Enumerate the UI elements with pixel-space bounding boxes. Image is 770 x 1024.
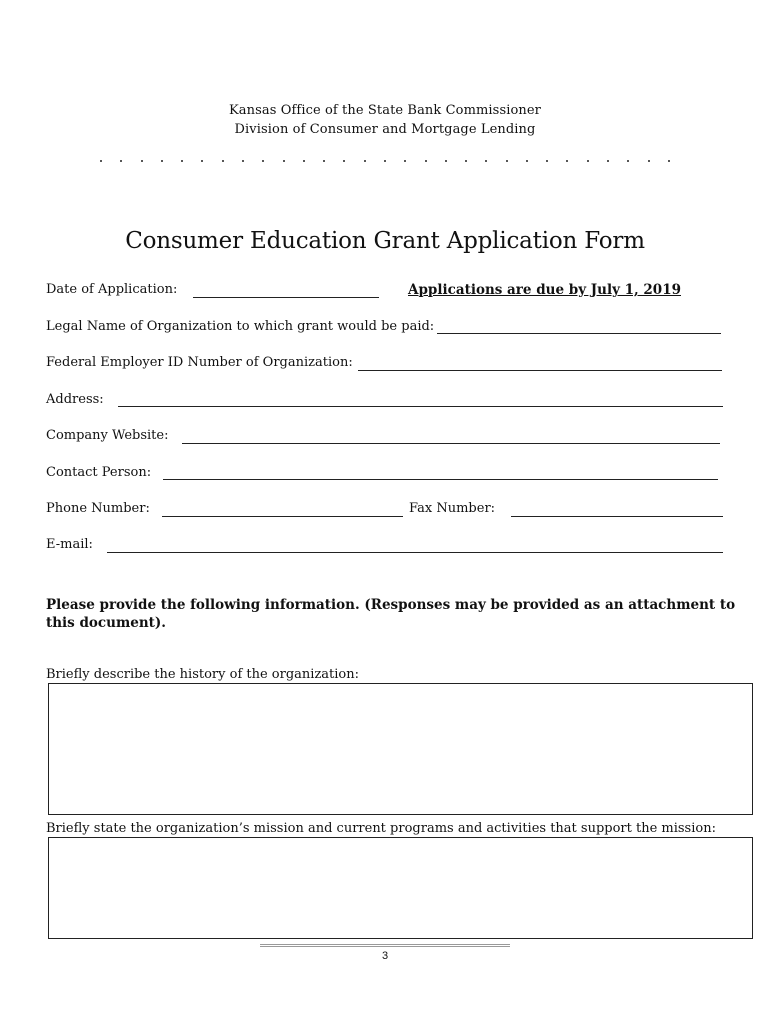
divider-dot: [425, 160, 427, 162]
company-website-label: Company Website:: [46, 428, 169, 443]
divider-dot: [566, 160, 568, 162]
divider-dot: [587, 160, 589, 162]
fein-field[interactable]: [358, 356, 722, 371]
fax-number-field[interactable]: [511, 502, 723, 517]
date-of-application-field[interactable]: [193, 283, 379, 298]
divider-dot: [546, 160, 548, 162]
divider-dot: [445, 160, 447, 162]
mission-question-label: Briefly state the organization’s mission and current programs and activities that support the mission:: [46, 821, 716, 836]
phone-number-label: Phone Number:: [46, 501, 150, 516]
divider-dot: [100, 160, 102, 162]
divider-dot: [323, 160, 325, 162]
divider-dot: [404, 160, 406, 162]
divider-dot: [262, 160, 264, 162]
agency-name: Kansas Office of the State Bank Commissioner: [228, 103, 541, 118]
phone-number-field[interactable]: [162, 502, 403, 517]
address-field[interactable]: [118, 392, 723, 407]
mission-response-box[interactable]: [48, 837, 753, 939]
divider-dot: [485, 160, 487, 162]
legal-name-label: Legal Name of Organization to which grant would be paid:: [46, 319, 435, 334]
divider-dot: [141, 160, 143, 162]
divider-dot: [506, 160, 508, 162]
contact-person-label: Contact Person:: [46, 465, 152, 480]
date-of-application-label: Date of Application:: [46, 282, 178, 297]
divider-dot: [668, 160, 670, 162]
divider-dot: [607, 160, 609, 162]
divider-dot: [181, 160, 183, 162]
divider-dot: [465, 160, 467, 162]
footer-rule: [260, 944, 510, 947]
legal-name-field[interactable]: [437, 319, 721, 334]
contact-person-field[interactable]: [163, 465, 718, 480]
address-label: Address:: [46, 392, 104, 407]
email-label: E-mail:: [46, 537, 93, 552]
divider-dot: [364, 160, 366, 162]
fax-number-label: Fax Number:: [409, 501, 496, 516]
form-title: Consumer Education Grant Application Form: [125, 228, 645, 254]
instructions-text: Please provide the following information. (Responses may be provided as an attachment to this document).: [46, 597, 736, 631]
divider-dot: [627, 160, 629, 162]
divider-dot: [283, 160, 285, 162]
divider-dot: [384, 160, 386, 162]
divider-dot: [303, 160, 305, 162]
history-response-box[interactable]: [48, 683, 753, 815]
dotted-divider: [100, 155, 670, 167]
divider-dot: [648, 160, 650, 162]
due-date-notice: Applications are due by July 1, 2019: [408, 282, 681, 298]
divider-dot: [222, 160, 224, 162]
divider-dot: [201, 160, 203, 162]
divider-dot: [526, 160, 528, 162]
divider-dot: [120, 160, 122, 162]
page-number: 3: [381, 950, 389, 962]
divider-dot: [242, 160, 244, 162]
fein-label: Federal Employer ID Number of Organization:: [46, 355, 353, 370]
company-website-field[interactable]: [182, 429, 720, 444]
divider-dot: [343, 160, 345, 162]
divider-dot: [161, 160, 163, 162]
division-name: Division of Consumer and Mortgage Lending: [234, 122, 536, 137]
email-field[interactable]: [107, 538, 723, 553]
history-question-label: Briefly describe the history of the organization:: [46, 667, 360, 682]
